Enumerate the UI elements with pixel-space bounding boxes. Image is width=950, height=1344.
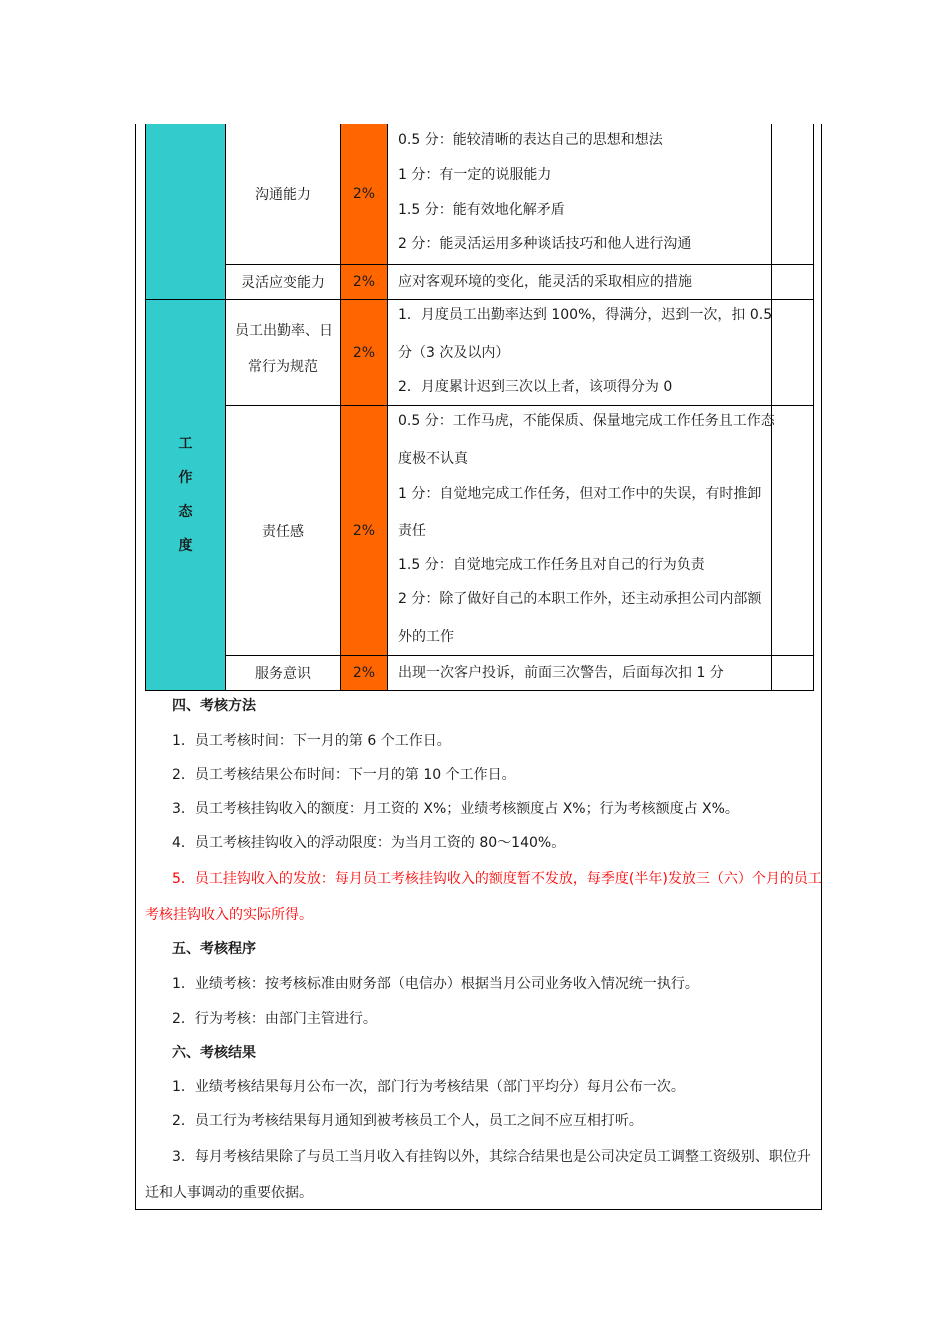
description-cell	[387, 405, 775, 656]
weight-cell	[340, 299, 388, 406]
item-cell	[225, 655, 341, 691]
item-number: 5．	[172, 871, 195, 887]
item-label: 常行为规范	[248, 359, 318, 375]
description-line: 责任	[398, 523, 426, 539]
category-cell-attitude	[145, 299, 226, 691]
section-item: 2．员工行为考核结果每月通知到被考核员工个人，员工之间不应互相打听。	[172, 1113, 643, 1129]
description-line: 0.5 分：工作马虎，不能保质、保量地完成工作任务且工作态	[398, 413, 775, 429]
item-cell	[225, 299, 341, 406]
highlight-text: 考核挂钩收入的实际所得。	[145, 907, 313, 923]
description-line: 1 分：有一定的说服能力	[398, 167, 552, 183]
weight-value: 2%	[352, 344, 376, 361]
section-item	[172, 868, 822, 888]
score-cell	[771, 655, 814, 691]
description-line: 1 分：自觉地完成工作任务，但对工作中的失误，有时推卸	[398, 486, 762, 502]
section-item: 3．员工考核挂钩收入的额度：月工资的 X%；业绩考核额度占 X%；行为考核额度占 X%。	[172, 801, 739, 817]
weight-cell	[340, 655, 388, 691]
section-item: 2．员工考核结果公布时间：下一月的第 10 个工作日。	[172, 767, 516, 783]
item-cell	[225, 124, 341, 265]
weight-cell	[340, 124, 388, 265]
score-cell	[771, 124, 814, 265]
score-cell	[771, 299, 814, 406]
score-cell	[771, 264, 814, 300]
description-line: 0.5 分：能较清晰的表达自己的思想和想法	[398, 132, 663, 148]
section-item: 迁和人事调动的重要依据。	[145, 1185, 313, 1201]
description-line: 1.5 分：能有效地化解矛盾	[398, 202, 565, 218]
weight-value: 2%	[352, 274, 376, 290]
description-cell	[387, 655, 772, 691]
description-line: 2．月度累计迟到三次以上者，该项得分为 0	[398, 379, 673, 395]
category-char: 度	[178, 538, 193, 554]
section-item: 4．员工考核挂钩收入的浮动限度：为当月工资的 80～140%。	[172, 835, 566, 851]
category-char: 工	[178, 436, 193, 452]
category-char: 作	[178, 470, 193, 486]
item-cell	[225, 405, 341, 656]
category-char: 态	[178, 504, 193, 520]
weight-cell	[340, 405, 388, 656]
section-item: 1．业绩考核：按考核标准由财务部（电信办）根据当月公司业务收入情况统一执行。	[172, 976, 699, 992]
description-line: 1．月度员工出勤率达到 100%，得满分，迟到一次，扣 0.5	[398, 307, 773, 323]
description-line: 度极不认真	[398, 451, 468, 467]
section-item: 1．员工考核时间：下一月的第 6 个工作日。	[172, 733, 451, 749]
item-cell	[225, 264, 341, 300]
item-label: 服务意识	[255, 666, 311, 682]
item-label: 责任感	[262, 523, 304, 540]
description-cell	[387, 264, 772, 300]
section-title: 六、考核结果	[172, 1045, 256, 1061]
description-line: 2 分：能灵活运用多种谈话技巧和他人进行沟通	[398, 236, 692, 252]
item-label: 沟通能力	[255, 187, 311, 203]
category-cell-upper	[145, 124, 226, 300]
item-label: 员工出勤率、日	[235, 323, 333, 339]
section-title: 四、考核方法	[172, 698, 256, 714]
description-line: 出现一次客户投诉，前面三次警告，后面每次扣 1 分	[398, 665, 724, 681]
description-line: 1.5 分：自觉地完成工作任务且对自己的行为负责	[398, 557, 705, 573]
description-cell	[387, 124, 772, 265]
section-item: 2．行为考核：由部门主管进行。	[172, 1011, 377, 1027]
section-title: 五、考核程序	[172, 941, 256, 957]
item-label: 灵活应变能力	[241, 275, 325, 291]
section-item: 3．每月考核结果除了与员工当月收入有挂钩以外，其综合结果也是公司决定员工调整工资级别、职位升	[172, 1149, 811, 1165]
section-item: 1．业绩考核结果每月公布一次，部门行为考核结果（部门平均分）每月公布一次。	[172, 1079, 685, 1095]
description-line: 外的工作	[398, 629, 454, 645]
weight-cell	[340, 264, 388, 300]
description-line: 2 分：除了做好自己的本职工作外，还主动承担公司内部额	[398, 591, 762, 607]
highlight-text: 员工挂钩收入的发放：每月员工考核挂钩收入的额度暂不发放，每季度(半年)发放三（六）个月的员工	[194, 871, 822, 887]
score-cell	[771, 405, 814, 656]
weight-value: 2%	[352, 665, 376, 681]
description-line: 应对客观环境的变化，能灵活的采取相应的措施	[398, 274, 692, 290]
weight-value: 2%	[352, 522, 376, 539]
weight-value: 2%	[352, 186, 376, 202]
description-cell	[387, 299, 772, 406]
description-line: 分（3 次及以内）	[398, 345, 510, 361]
